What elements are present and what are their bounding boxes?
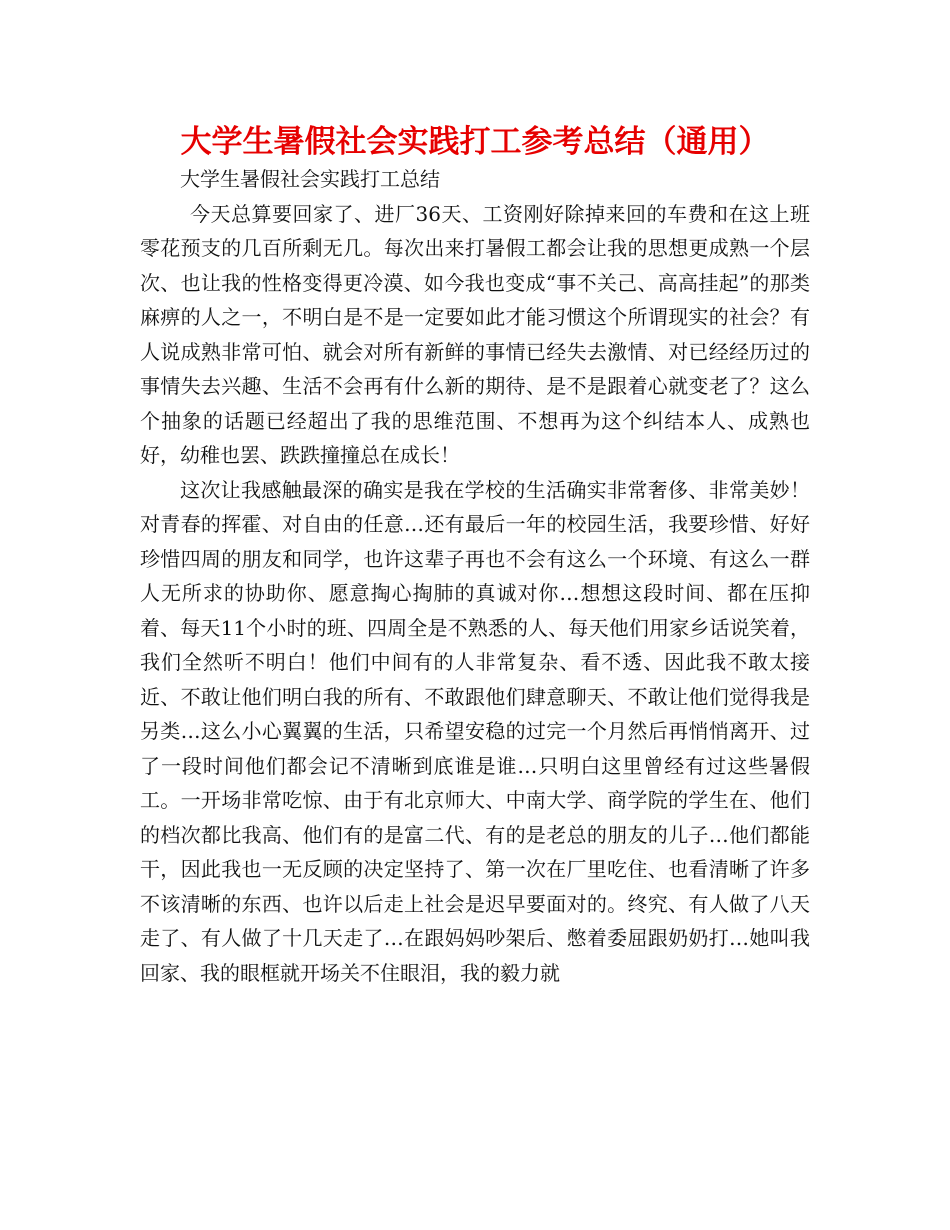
document-subtitle: 大学生暑假社会实践打工总结 <box>180 167 440 191</box>
document-title: 大学生暑假社会实践打工参考总结（通用） <box>180 124 770 160</box>
paragraph-2: 这次让我感触最深的确实是我在学校的生活确实非常奢侈、非常美妙！对青春的挥霍、对自由的任意…还有最后一年的校园生活，我要珍惜、好好珍惜四周的朋友和同学，也许这辈子再也不会有这么一个环境、有这么一群人无所求的协助你、愿意掏心掏肺的真诚对你…想想这段时间、都在压抑着、每天11个小时的班、四周全是不熟悉的人、每天他们用家乡话说笑着，我们全然听不明白！他们中间有的人非常复杂、看不透、因此我不敢太接近、不敢让他们明白我的所有、不敢跟他们肆意聊天、不敢让他们觉得我是另类…这么小心翼翼的生活，只希望安稳的过完一个月然后再悄悄离开、过了一段时间他们都会记不清晰到底谁是谁…只明白这里曾经有过这些暑假工。一开场非常吃惊、由于有北京师大、中南大学、商学院的学生在、他们的档次都比我高、他们有的是富二代、有的是老总的朋友的儿子…他们都能干，因此我也一无反顾的决定坚持了、第一次在厂里吃住、也看清晰了许多不该清晰的东西、也许以后走上社会是迟早要面对的。终究、有人做了八天走了、有人做了十几天走了…在跟妈妈吵架后、憋着委屈跟奶奶打…她叫我回家、我的眼框就开场关不住眼泪，我的毅力就 <box>140 477 810 985</box>
document-body <box>140 162 810 990</box>
paragraph-1: 今天总算要回家了、进厂36天、工资刚好除掉来回的车费和在这上班零花预支的几百所剩无几。每次出来打暑假工都会让我的思想更成熟一个层次、也让我的性格变得更冷漠、如今我也变成“事不关己、高高挂起”的那类麻痹的人之一，不明白是不是一定要如此才能习惯这个所谓现实的社会？有人说成熟非常可怕、就会对所有新鲜的事情已经失去激情、对已经经历过的事情失去兴趣、生活不会再有什么新的期待、是不是跟着心就变老了？这么个抽象的话题已经超出了我的思维范围、不想再为这个纠结本人、成熟也好，幼稚也罢、跌跌撞撞总在成长！ <box>140 201 810 467</box>
